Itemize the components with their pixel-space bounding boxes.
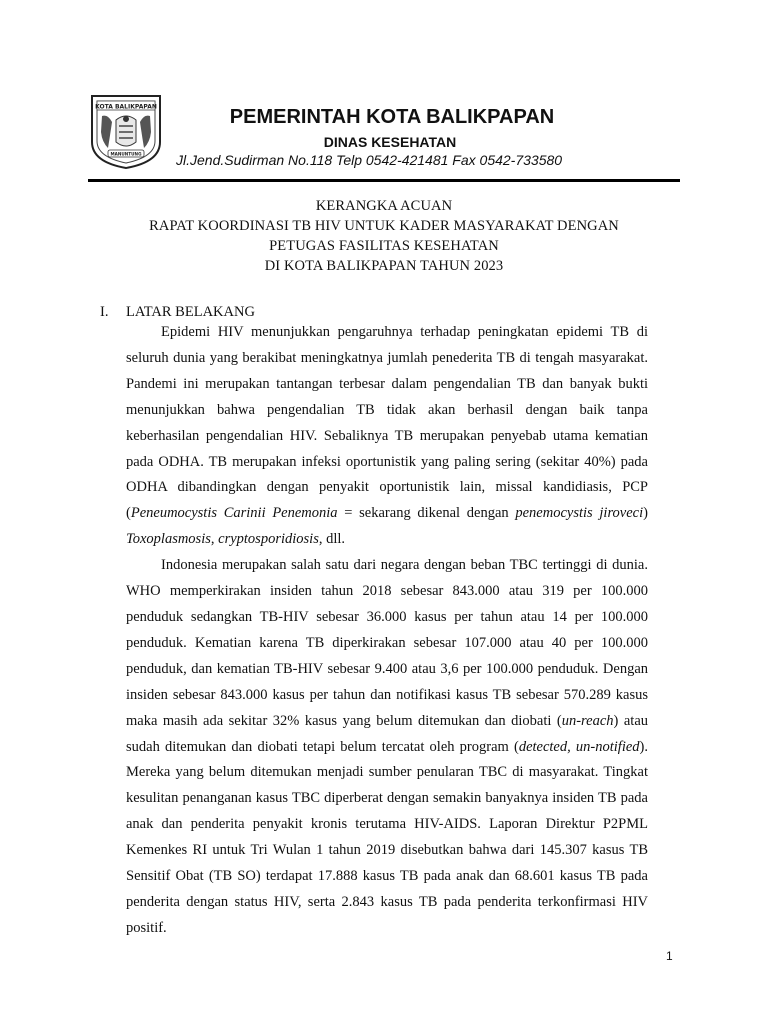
letterhead-address: Jl.Jend.Sudirman No.118 Telp 0542-421481 Fax 0542-733580 xyxy=(176,152,563,168)
letterhead-title: PEMERINTAH KOTA BALIKPAPAN xyxy=(229,106,555,128)
paragraph-2: Indonesia merupakan salah satu dari negara dengan beban TBC tertinggi di dunia. WHO memperkirakan insiden tahun 2018 sebesar 843.000 atau 319 per 100.000 penduduk sedangkan TB-HIV sebesar 36.000 kasus per tahun atau 14 per 100.000 penduduk. Kematian karena TB diperkirakan sebesar 107.000 atau 40 per 100.000 penduduk, dan kematian TB-HIV sebesar 9.400 atau 3,6 per 100.000 penduduk. Dengan insiden sebesar 843.000 kasus per tahun dan notifikasi kasus TB sebesar 570.289 kasus maka masih ada sekitar 32% kasus yang belum ditemukan dan diobati (un-reach) atau sudah ditemukan dan diobati tetapi belum tercatat oleh program (detected, un-notified). Mereka yang belum ditemukan menjadi sumber penularan TBC di masyarakat. Tingkat kesulitan penanganan kasus TBC diperberat dengan semakin banyaknya insiden TB pada anak dan penderita penyakit kronis terutama HIV-AIDS. Laporan Direktur P2PML Kemenkes RI untuk Tri Wulan 1 tahun 2019 disebutkan bahwa dari 145.307 kasus TB Sensitif Obat (TB SO) terdapat 17.888 kasus TB pada anak dan 68.601 kasus TB pada penderita dengan status HIV, serta 2.843 kasus TB pada penderita terkonfirmasi HIV positif. xyxy=(126,557,649,936)
heading-line-3: PETUGAS FASILITAS KESEHATAN xyxy=(269,238,499,254)
svg-text:KOTA BALIKPAPAN: KOTA BALIKPAPAN xyxy=(95,103,157,111)
svg-text:MANUNTUNG: MANUNTUNG xyxy=(110,151,142,157)
document-heading xyxy=(0,196,768,276)
paragraph-1: Epidemi HIV menunjukkan pengaruhnya terhadap peningkatan epidemi TB di seluruh dunia yang berakibat meningkatnya jumlah penederita TB di tengah masyarakat. Pandemi ini merupakan tantangan terbesar dalam pengendalian TB dan banyak bukti menunjukkan bahwa pengendalian TB tidak akan berhasil dengan baik tanpa keberhasilan pengendalian HIV. Sebaliknya TB merupakan penyebab utama kematian pada ODHA. TB merupakan infeksi oportunistik yang paling sering (sekitar 40%) pada ODHA dibandingkan dengan penyakit oportunistik lain, missal kandidiasis, PCP (Peneumocystis Carinii Penemonia = sekarang dikenal dengan penemocystis jiroveci) Toxoplasmosis, cryptosporidiosis, dll. xyxy=(126,324,648,548)
heading-line-1: KERANGKA ACUAN xyxy=(315,198,453,214)
section-body xyxy=(126,320,648,942)
letterhead-department: DINAS KESEHATAN xyxy=(323,134,457,150)
letterhead-divider xyxy=(88,179,680,182)
balikpapan-coat-of-arms-icon xyxy=(88,92,164,170)
heading-line-2: RAPAT KOORDINASI TB HIV UNTUK KADER MASYARAKAT DENGAN xyxy=(149,218,619,234)
section-title: LATAR BELAKANG xyxy=(126,304,255,320)
page-number: 1 xyxy=(666,949,673,963)
section-number: I. xyxy=(100,304,109,320)
heading-line-4: DI KOTA BALIKPAPAN TAHUN 2023 xyxy=(264,258,504,274)
